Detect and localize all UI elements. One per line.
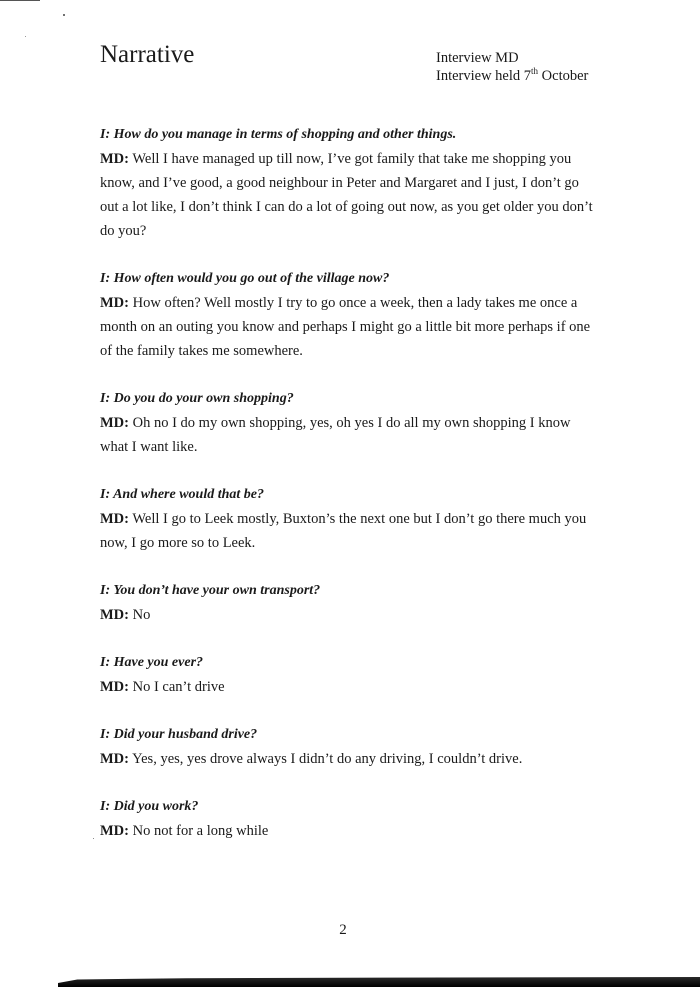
answer-line: know, and I’ve good, a good neighbour in Peter and Margaret and I just, I don’t go	[100, 175, 579, 191]
answer-line	[100, 603, 590, 627]
transcript	[100, 123, 593, 867]
answer-text: How often? Well mostly I try to go once a week, then a lady takes me once a	[132, 295, 578, 311]
answer-line: what I want like.	[100, 439, 198, 455]
interviewer-question: I: Did you work?	[100, 799, 199, 814]
interview-date-month: October	[538, 68, 589, 84]
speaker-label: MD:	[100, 295, 129, 311]
document-title: Narrative	[100, 41, 195, 68]
respondent-answer	[100, 747, 590, 771]
transcript-entry	[100, 483, 590, 555]
scan-bottom-edge	[58, 977, 700, 987]
answer-line: do you?	[100, 223, 147, 239]
answer-line: of the family takes me somewhere.	[100, 343, 303, 359]
answer-text: No not for a long while	[132, 823, 269, 839]
transcript-entry	[100, 267, 590, 363]
answer-line: month on an outing you know and perhaps I might go a little bit more perhaps if one	[100, 319, 591, 335]
speaker-label: MD:	[100, 415, 129, 431]
scan-speck	[63, 14, 65, 16]
respondent-answer	[100, 411, 590, 459]
page-number: 2	[339, 922, 347, 938]
scan-top-line	[0, 0, 40, 1]
answer-line	[100, 291, 590, 315]
speaker-label: MD:	[100, 751, 129, 767]
interview-date-ordinal: th	[531, 66, 539, 77]
answer-line	[100, 819, 590, 843]
answer-text: Well I have managed up till now, I’ve got family that take me shopping you	[132, 151, 572, 167]
interview-date-prefix: Interview held 7	[436, 68, 532, 84]
answer-line: out a lot like, I don’t think I can do a lot of going out now, as you get older you don’t	[100, 199, 593, 215]
transcript-entry	[100, 123, 593, 243]
answer-text: No	[132, 607, 151, 623]
respondent-answer	[100, 507, 590, 555]
transcript-entry	[100, 387, 590, 459]
answer-line: now, I go more so to Leek.	[100, 535, 256, 551]
transcript-entry	[100, 723, 590, 771]
respondent-answer	[100, 819, 590, 843]
answer-text: Yes, yes, yes drove always I didn’t do any driving, I couldn’t drive.	[132, 751, 523, 767]
answer-line	[100, 147, 590, 171]
speaker-label: MD:	[100, 679, 129, 695]
interviewer-question: I: Do you do your own shopping?	[100, 391, 294, 406]
respondent-answer	[100, 603, 590, 627]
answer-text: No I can’t drive	[132, 679, 225, 695]
interviewer-question: I: How often would you go out of the village now?	[100, 271, 390, 286]
answer-text: Well I go to Leek mostly, Buxton’s the next one but I don’t go there much you	[132, 511, 587, 527]
speaker-label: MD:	[100, 607, 129, 623]
speaker-label: MD:	[100, 823, 129, 839]
scan-speck	[25, 36, 26, 37]
respondent-answer	[100, 675, 590, 699]
interviewer-question: I: You don’t have your own transport?	[100, 583, 321, 598]
interviewer-question: I: And where would that be?	[100, 487, 265, 502]
transcript-entry	[100, 651, 590, 699]
speaker-label: MD:	[100, 151, 129, 167]
respondent-answer	[100, 291, 590, 363]
transcript-entry	[100, 795, 590, 843]
answer-line	[100, 747, 590, 771]
transcript-entry	[100, 579, 590, 627]
interview-label: Interview MD	[436, 50, 519, 66]
answer-line	[100, 507, 590, 531]
interviewer-question: I: Did your husband drive?	[100, 727, 258, 742]
answer-line	[100, 411, 590, 435]
answer-text: Oh no I do my own shopping, yes, oh yes I do all my own shopping I know	[132, 415, 571, 431]
speaker-label: MD:	[100, 511, 129, 527]
interviewer-question: I: Have you ever?	[100, 655, 204, 670]
interview-meta	[436, 49, 588, 85]
answer-line	[100, 675, 590, 699]
respondent-answer	[100, 147, 593, 243]
interview-date	[436, 67, 588, 85]
interviewer-question: I: How do you manage in terms of shopping and other things.	[100, 127, 457, 142]
scan-speck	[93, 838, 94, 839]
